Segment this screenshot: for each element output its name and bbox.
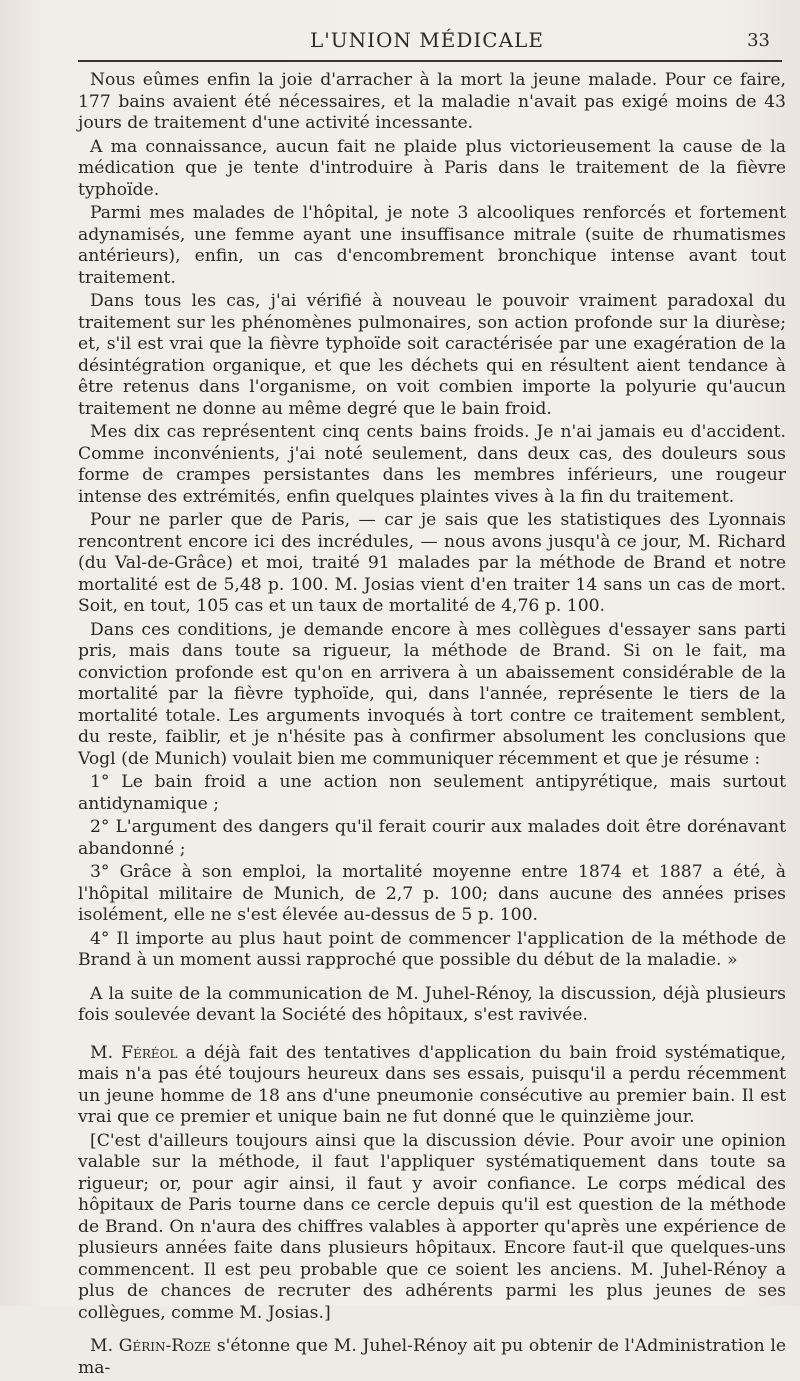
speaker-prefix: M. — [90, 1336, 119, 1356]
list-item: 4° Il importe au plus haut point de commencer l'application de la méthode de Brand à un moment aussi rapproché que possible du début de la maladie. » — [78, 928, 786, 970]
paragraph: A ma connaissance, aucun fait ne plaide plus victorieusement la cause de la médication que je tente d'introduire à Paris dans le traitement de la fièvre typhoïde. — [78, 136, 786, 200]
paragraph — [78, 1043, 786, 1129]
header-rule — [78, 60, 782, 62]
paragraph: Pour ne parler que de Paris, — car je sais que les statistiques des Lyonnais rencontrent encore ici des incrédules, — nous avons jusqu'à ce jour, M. Richard (du Val-de-Grâce) et moi, traité 91 malades par la méthode de Brand et notre mortalité est de 5,48 p. 100. M. Josias vient d'en traiter 14 sans un cas de mort. Soit, en tout, 105 cas et un taux de mortalité de 4,76 p. 100. — [78, 510, 786, 616]
running-header — [80, 22, 780, 56]
paragraph: Nous eûmes enfin la joie d'arracher à la mort la jeune malade. Pour ce faire, 177 bains avaient été nécessaires, et la maladie n'avait pas exigé moins de 43 jours de traitement d'une activité incessante. — [78, 70, 786, 133]
paragraph — [78, 1336, 786, 1379]
speaker-name: Féréol — [121, 1042, 178, 1063]
paragraph-text: a déjà fait des tentatives d'application du bain froid systématique, mais n'a pas été toujours heureux dans ses essais, puisqu'il a perdu récemment un jeune homme de 18 ans d'une pneumonie consécutive au premier bain. Il est vrai que ce premier et unique bain ne fut donné que le quinzième jour. — [78, 1042, 786, 1127]
list-item: 2° L'argument des dangers qu'il ferait courir aux malades doit être dorénavant abandonné ; — [78, 817, 786, 859]
list-item: 3° Grâce à son emploi, la mortalité moyenne entre 1874 et 1887 a été, à l'hôpital militaire de Munich, de 2,7 p. 100; dans aucune des années prises isolément, elle ne s'est élevée au-dessus de 5 p. 100. — [78, 862, 786, 925]
article-body — [78, 70, 786, 1381]
paragraph: Dans ces conditions, je demande encore à mes collègues d'essayer sans parti pris, mais dans toute sa rigueur, la méthode de Brand. Si on le fait, ma conviction profonde est qu'on en arrivera à un abaissement considérable de la mortalité par la fièvre typhoïde, qui, dans l'année, représente le tiers de la mortalité totale. Les arguments invoqués à tort contre ce traitement semblent, du reste, faiblir, et je n'hésite pas à confirmer absolument les conclusions que Vogl (de Munich) voulait bien me communiquer récemment et que je résume : — [78, 619, 786, 769]
paragraph-text: s'étonne que M. Juhel-Rénoy ait pu obtenir de l'Administration le ma- — [78, 1336, 786, 1378]
speaker-name: Gérin-Roze — [118, 1336, 212, 1356]
page-number: 33 — [747, 30, 770, 51]
paragraph: Dans tous les cas, j'ai vérifié à nouveau le pouvoir vraiment paradoxal du traitement sur les phénomènes pulmonaires, son action profonde sur la diurèse; et, s'il est vrai que la fièvre typhoïde soit caractérisée par une exagération de la désintégration organique, et que les déchets qui en résultent aient tendance à être retenus dans l'organisme, on voit combien importe la polyurie qu'aucun traitement ne donne au même degré que le bain froid. — [78, 291, 786, 419]
speaker-prefix: M. — [90, 1042, 122, 1063]
paragraph: Mes dix cas représentent cinq cents bains froids. Je n'ai jamais eu d'accident. Comme inconvénients, j'ai noté seulement, dans deux cas, des douleurs sous forme de crampes persistantes dans les membres inférieurs, une rougeur intense des extrémités, enfin quelques plaintes vives à la fin du traitement. — [78, 422, 786, 507]
running-title: L'UNION MÉDICALE — [310, 28, 544, 52]
editorial-note: [C'est d'ailleurs toujours ainsi que la discussion dévie. Pour avoir une opinion valable sur la méthode, il faut l'appliquer systématiquement dans toute sa rigueur; or, pour agir ainsi, il faut y avoir confiance. Le corps médical des hôpitaux de Paris tourne dans ce cercle depuis qu'il est question de la méthode de Brand. On n'aura des chiffres valables à apporter qu'après une expérience de plusieurs années faite dans plusieurs hôpitaux. Encore faut-il que quelques-uns commencent. Il est peu probable que ce soient les anciens. M. Juhel-Rénoy a plus de chances de recruter des adhérents parmi les plus jeunes de ses collègues, comme M. Josias.] — [78, 1130, 786, 1323]
list-item: 1° Le bain froid a une action non seulement antipyrétique, mais surtout antidynamique ; — [78, 772, 786, 814]
paragraph: Parmi mes malades de l'hôpital, je note 3 alcooliques renforcés et fortement adynamisés, une femme ayant une insuffisance mitrale (suite de rhumatismes antérieurs), enfin, un cas d'encombrement bronchique intense avant tout traitement. — [78, 203, 786, 288]
paragraph: A la suite de la communication de M. Juhel-Rénoy, la discussion, déjà plusieurs fois soulevée devant la Société des hôpitaux, s'est ravivée. — [78, 983, 786, 1025]
